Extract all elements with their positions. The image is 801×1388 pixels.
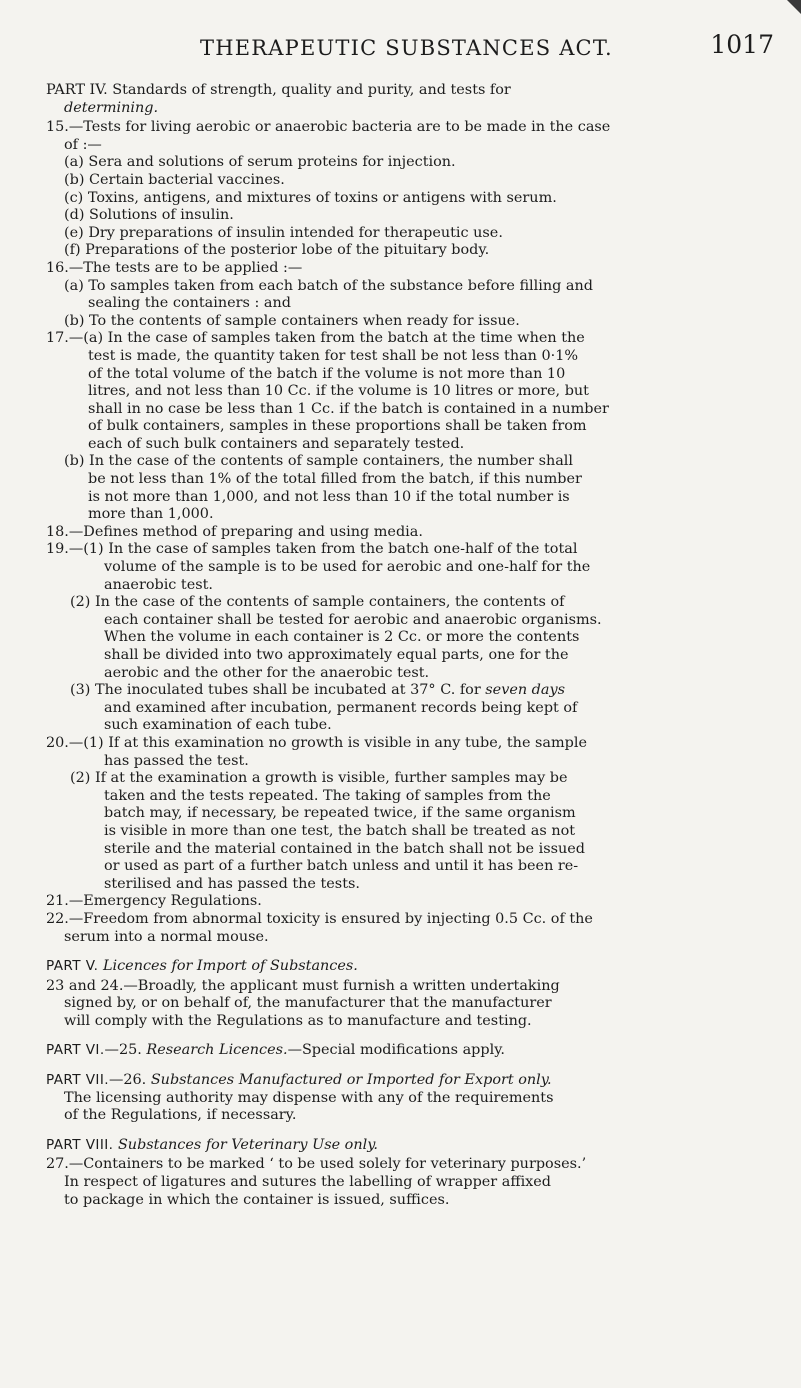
- para-16: 16.—The tests are to be applied :—: [46, 259, 303, 276]
- para-27-line: to package in which the container is issued, suffices.: [64, 1191, 450, 1208]
- part-vi-num: —25.: [104, 1042, 142, 1059]
- part-v-label: PART V.: [46, 958, 99, 975]
- part-viii-title: Substances for Veterinary Use only.: [117, 1136, 378, 1153]
- para-17-a-line: test is made, the quantity taken for test shall be not less than 0·1%: [88, 347, 579, 364]
- para-19-1-line: anaerobic test.: [104, 576, 213, 593]
- para-15-item-d: (d) Solutions of insulin.: [64, 207, 234, 224]
- para-20-2-line: or used as part of a further batch unless and until it has been re-: [104, 858, 579, 875]
- part-vi-title: Research Licences.: [146, 1042, 288, 1059]
- para-19-2-line: shall be divided into two approximately equal parts, one for the: [104, 647, 569, 663]
- para-15-num: 15.: [46, 119, 69, 136]
- document-page: [46, 30, 774, 1209]
- part-iv-label: PART IV.: [46, 82, 108, 98]
- para-15: [46, 119, 766, 137]
- part-iv-section: [46, 82, 766, 946]
- part-vi-text: —Special modifications apply.: [287, 1042, 505, 1059]
- para-19-2-line: aerobic and the other for the anaerobic test.: [104, 664, 430, 681]
- header-title: THERAPEUTIC SUBSTANCES ACT.: [200, 36, 613, 60]
- para-19-2-line: each container shall be tested for aerobic and anaerobic organisms.: [104, 611, 602, 628]
- part-vii-label: PART VII.: [46, 1072, 109, 1089]
- para-17-a-line: of bulk containers, samples in these proportions shall be taken from: [88, 418, 587, 435]
- para-19-3-line: and examined after incubation, permanent records being kept of: [104, 699, 578, 716]
- part-viii-section: [46, 1137, 766, 1209]
- para-15-text: —Tests for living aerobic or anaerobic bacteria are to be made in the case: [68, 119, 611, 136]
- para-20-2-line: is visible in more than one test, the batch shall be treated as not: [104, 822, 576, 839]
- para-19-1-line: volume of the sample is to be used for aerobic and one-half for the: [104, 559, 591, 576]
- para-19-2-line: When the volume in each container is 2 Cc. or more the contents: [104, 629, 580, 646]
- para-19-3: (3) The inoculated tubes shall be incubated at 37° C. for seven days: [70, 682, 565, 699]
- para-17-a-line: of the total volume of the batch if the volume is not more than 10: [88, 365, 566, 382]
- para-27-line: In respect of ligatures and sutures the labelling of wrapper affixed: [64, 1174, 552, 1191]
- part-viii-heading: [46, 1137, 766, 1155]
- part-iv-heading: [46, 82, 766, 100]
- para-20-2-line: taken and the tests repeated. The taking of samples from the: [104, 787, 551, 804]
- para-17-b-line: more than 1,000.: [88, 506, 214, 523]
- part-viii-label: PART VIII.: [46, 1136, 114, 1153]
- para-17-a-line: each of such bulk containers and separately tested.: [88, 435, 465, 452]
- part-vii-heading: [46, 1072, 766, 1090]
- para-22: 22.—Freedom from abnormal toxicity is ensured by injecting 0.5 Cc. of the: [46, 910, 593, 927]
- para-15-item-b: (b) Certain bacterial vaccines.: [64, 171, 285, 188]
- para-20-2-line: sterilised and has passed the tests.: [104, 875, 360, 892]
- para-20-2: (2) If at the examination a growth is visible, further samples may be: [70, 770, 568, 787]
- para-15-item-e: (e) Dry preparations of insulin intended for therapeutic use.: [64, 224, 503, 241]
- para-16-a-cont: sealing the containers : and: [88, 295, 291, 312]
- para-21: 21.—Emergency Regulations.: [46, 893, 262, 910]
- part-iv-title: Standards of strength, quality and purity, and tests for: [112, 82, 511, 98]
- part-vii-line: The licensing authority may dispense with any of the requirements: [64, 1089, 554, 1106]
- para-20-1-line: has passed the test.: [104, 752, 249, 769]
- para-19-3-line: such examination of each tube.: [104, 717, 332, 734]
- para-15-cont: of :—: [64, 136, 102, 153]
- para-19-2: (2) In the case of the contents of sample containers, the contents of: [70, 594, 565, 611]
- part-v-section: [46, 958, 766, 1030]
- part-iv-title-cont: determining.: [64, 99, 159, 116]
- part-vii-title: Substances Manufactured or Imported for Export only.: [150, 1072, 552, 1089]
- part-v-title: Licences for Import of Substances.: [102, 958, 358, 975]
- para-17-b: (b) In the case of the contents of sample containers, the number shall: [64, 453, 574, 470]
- para-22-cont: serum into a normal mouse.: [64, 928, 269, 945]
- running-header: [46, 30, 774, 82]
- para-18: 18.—Defines method of preparing and using media.: [46, 523, 423, 540]
- para-16-b: (b) To the contents of sample containers when ready for issue.: [64, 312, 520, 329]
- para-23-24-line: will comply with the Regulations as to manufacture and testing.: [64, 1012, 532, 1029]
- para-15-item-f: (f) Preparations of the posterior lobe of the pituitary body.: [64, 242, 490, 259]
- para-15-item-a: (a) Sera and solutions of serum proteins for injection.: [64, 154, 456, 171]
- part-vi-label: PART VI.: [46, 1042, 105, 1059]
- para-23-24-line: signed by, or on behalf of, the manufacturer that the manufacturer: [64, 995, 552, 1012]
- para-17-a: 17.—(a) In the case of samples taken from the batch at the time when the: [46, 330, 585, 347]
- page-corner-mark: [787, 0, 801, 14]
- para-17-b-line: be not less than 1% of the total filled from the batch, if this number: [88, 471, 582, 488]
- para-27: 27.—Containers to be marked ‘ to be used solely for veterinary purposes.’: [46, 1156, 587, 1173]
- part-vi-section: [46, 1042, 766, 1060]
- para-20-2-line: sterile and the material contained in the batch shall not be issued: [104, 840, 585, 857]
- part-vii-line: of the Regulations, if necessary.: [64, 1107, 297, 1124]
- part-vii-section: [46, 1072, 766, 1125]
- para-23-24: 23 and 24.—Broadly, the applicant must furnish a written undertaking: [46, 977, 560, 994]
- para-20-2-line: batch may, if necessary, be repeated twice, if the same organism: [104, 805, 576, 822]
- para-20-1: 20.—(1) If at this examination no growth is visible in any tube, the sample: [46, 734, 587, 751]
- para-17-a-line: litres, and not less than 10 Cc. if the volume is 10 litres or more, but: [88, 383, 589, 400]
- part-vii-num: —26.: [108, 1072, 147, 1089]
- para-19-1: 19.—(1) In the case of samples taken from the batch one-half of the total: [46, 541, 578, 558]
- part-v-heading: [46, 958, 766, 976]
- para-16-a: (a) To samples taken from each batch of the substance before filling and: [64, 277, 593, 294]
- para-17-b-line: is not more than 1,000, and not less than 10 if the total number is: [88, 488, 570, 505]
- page-number: 1017: [710, 30, 774, 59]
- para-17-a-line: shall in no case be less than 1 Cc. if the batch is contained in a number: [88, 400, 609, 417]
- part-vi-heading: [46, 1042, 766, 1060]
- para-15-item-c: (c) Toxins, antigens, and mixtures of toxins or antigens with serum.: [64, 189, 557, 206]
